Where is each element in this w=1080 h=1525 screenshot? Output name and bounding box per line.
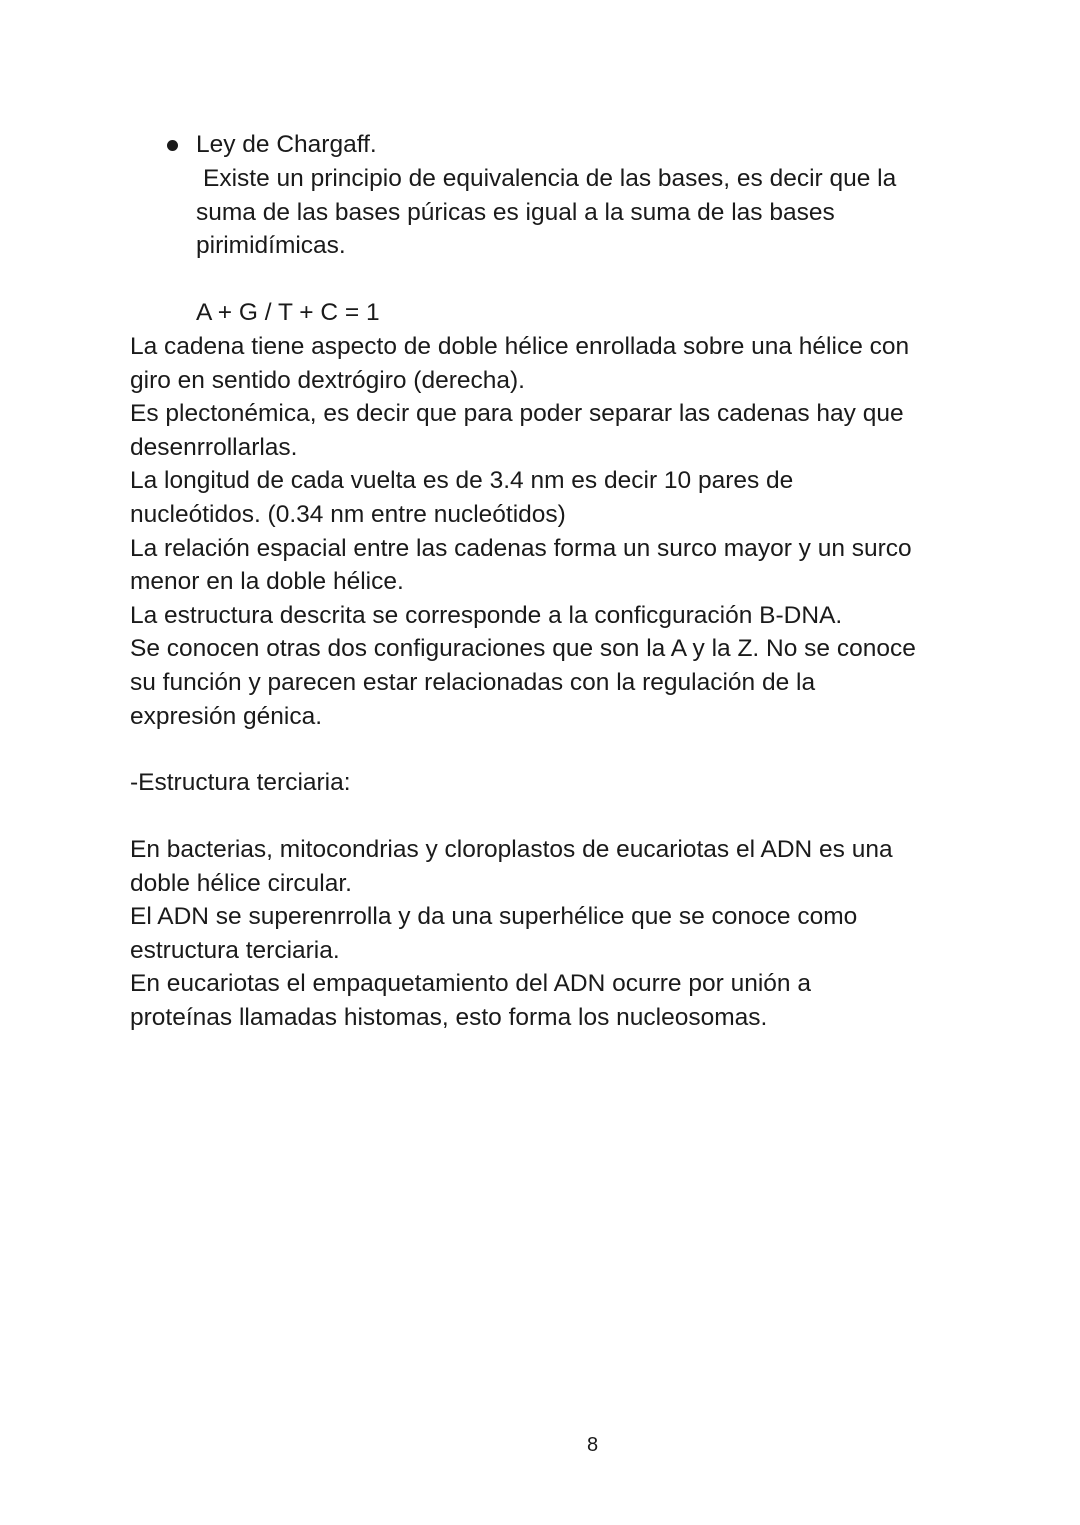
text-line: menor en la doble hélice.	[130, 568, 404, 596]
text-line: En eucariotas el empaquetamiento del ADN ocurre por unión a	[130, 970, 811, 998]
bullet-line: pirimidímicas.	[196, 232, 346, 260]
text-line: La longitud de cada vuelta es de 3.4 nm es decir 10 pares de	[130, 467, 794, 495]
bullet-dot-icon	[167, 140, 178, 151]
page-number: 8	[586, 1434, 599, 1456]
text-line: Se conocen otras dos configuraciones que son la A y la Z. No se conoce	[130, 635, 916, 663]
double-helix-paragraphs	[130, 330, 960, 733]
text-line: En bacterias, mitocondrias y cloroplastos de eucariotas el ADN es una	[130, 836, 893, 863]
section-heading-tertiary: -Estructura terciaria:	[130, 769, 351, 796]
text-line: El ADN se superenrrolla y da una superhélice que se conoce como	[130, 903, 858, 931]
text-line: La cadena tiene aspecto de doble hélice enrollada sobre una hélice con	[130, 333, 910, 360]
text-line: nucleótidos. (0.34 nm entre nucleótidos)	[130, 500, 566, 528]
text-line: su función y parecen estar relacionadas con la regulación de la	[130, 668, 816, 696]
text-line: desenrrollarlas.	[130, 433, 298, 461]
text-line: estructura terciaria.	[130, 936, 340, 964]
text-line: giro en sentido dextrógiro (derecha).	[130, 366, 525, 394]
text-line: La estructura descrita se corresponde a la conficguración B-DNA.	[130, 601, 843, 629]
text-line: expresión génica.	[130, 702, 323, 730]
text-line: Es plectonémica, es decir que para poder separar las cadenas hay que	[130, 400, 904, 428]
bullet-line: suma de las bases púricas es igual a la suma de las bases	[196, 198, 835, 226]
text-line: doble hélice circular.	[130, 869, 352, 897]
text-line: proteínas llamadas histomas, esto forma los nucleosomas.	[130, 1003, 768, 1031]
bullet-line: Existe un principio de equivalencia de las bases, es decir que la	[203, 165, 897, 192]
bullet-heading: Ley de Chargaff.	[196, 131, 377, 158]
tertiary-paragraphs	[130, 833, 960, 1035]
chargaff-formula: A + G / T + C = 1	[196, 299, 380, 326]
text-line: La relación espacial entre las cadenas forma un surco mayor y un surco	[130, 534, 912, 562]
bullet-body	[196, 162, 936, 263]
